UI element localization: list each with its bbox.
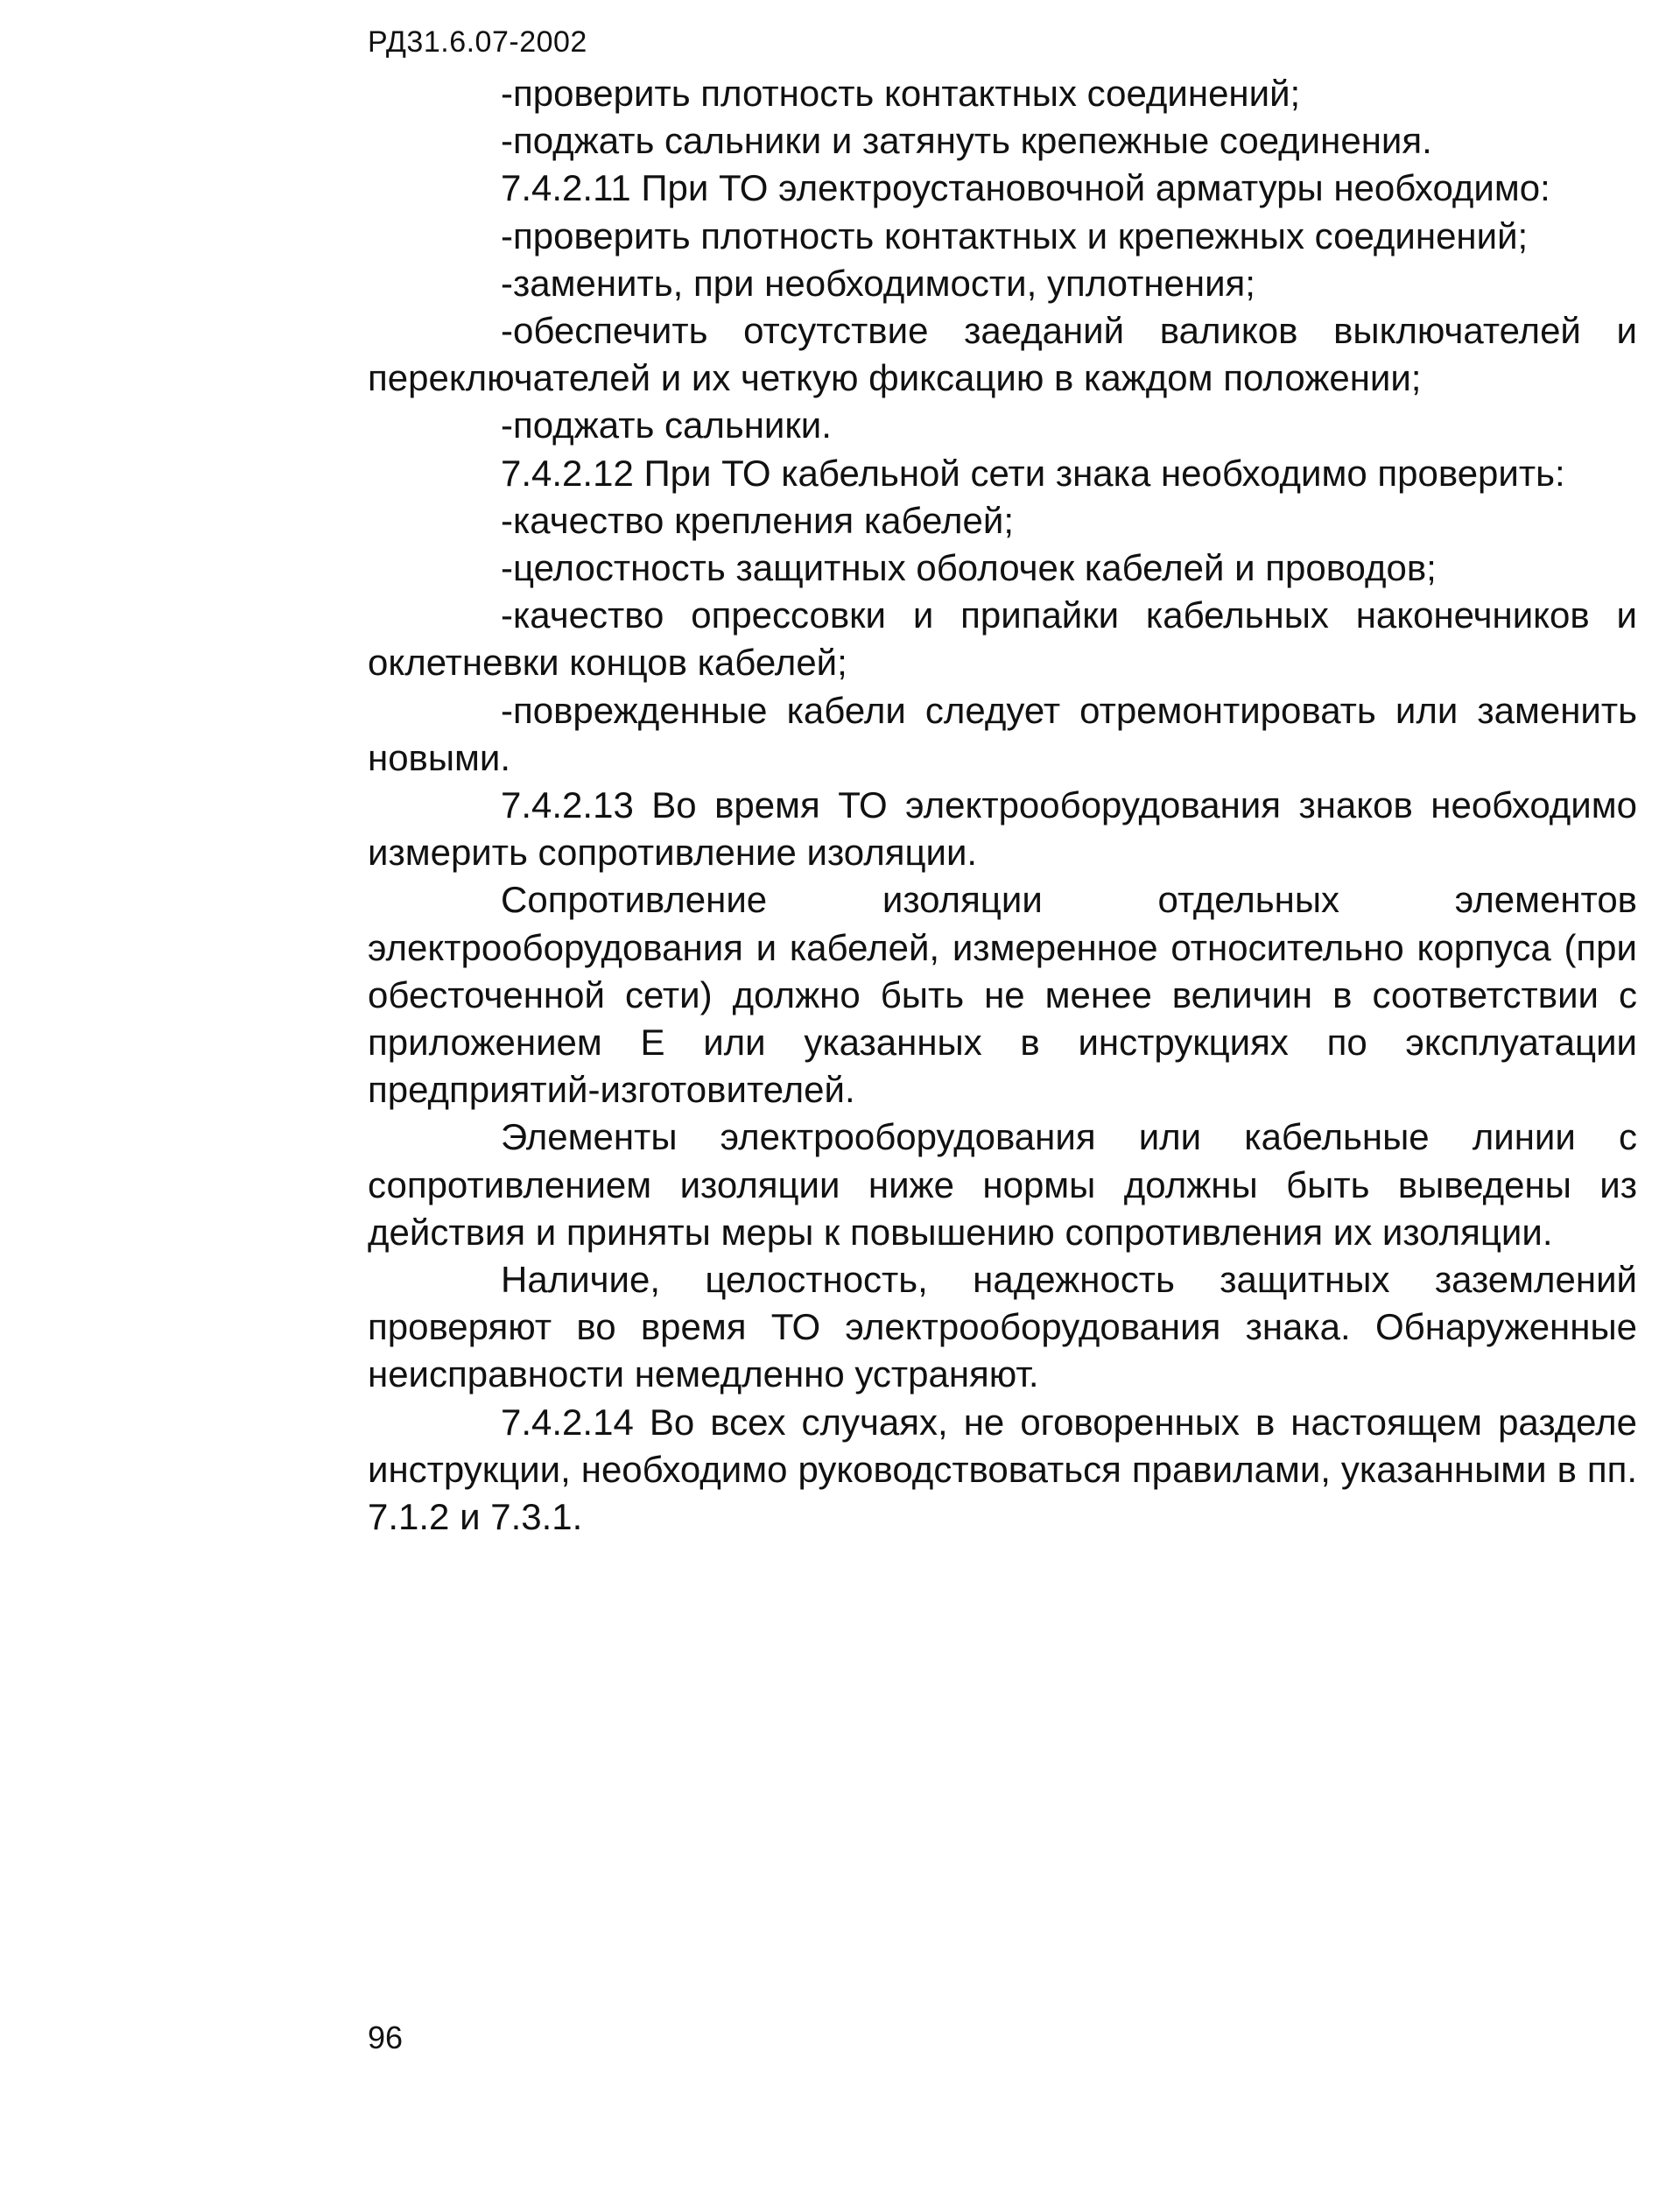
paragraph: -качество опрессовки и припайки кабельных наконечников и оклетневки концов кабелей; <box>368 594 1637 684</box>
paragraph: -целостность защитных оболочек кабелей и проводов; <box>501 547 1437 589</box>
paragraph: -поврежденные кабели следует отремонтировать или заменить новыми. <box>368 689 1637 778</box>
paragraph: Наличие, целостность, надежность защитных заземлений проверяют во время ТО электрооборудования знака. Обнаруженные неисправности немедленно устраняют. <box>368 1259 1637 1395</box>
paragraph: Элементы электрооборудования или кабельные линии с сопротивлением изоляции ниже нормы должны быть выведены из действия и приняты меры к повышению сопротивления их изоляции. <box>368 1116 1637 1253</box>
page-number: 96 <box>368 2020 404 2055</box>
body-text <box>368 70 1637 1541</box>
section-7-4-2-13: 7.4.2.13 Во время ТО электрооборудования знаков необходимо измерить сопротивление изоляции. <box>368 784 1637 874</box>
paragraph: -поджать сальники и затянуть крепежные соединения. <box>501 120 1432 162</box>
paragraph: -поджать сальники. <box>501 404 832 446</box>
paragraph: -обеспечить отсутствие заеданий валиков выключателей и переключателей и их четкую фиксацию в каждом положении; <box>368 310 1637 399</box>
section-7-4-2-14: 7.4.2.14 Во всех случаях, не оговоренных в настоящем разделе инструкции, необходимо руководствоваться правилами, указанными в пп. 7.1.2 и 7.3.1. <box>368 1401 1637 1538</box>
document-code: РД31.6.07-2002 <box>368 25 587 59</box>
section-7-4-2-12: 7.4.2.12 При ТО кабельной сети знака необходимо проверить: <box>501 452 1565 494</box>
paragraph: -качество крепления кабелей; <box>501 499 1015 541</box>
paragraph: -проверить плотность контактных соединений; <box>501 73 1301 114</box>
paragraph: Сопротивление изоляции отдельных элементов электрооборудования и кабелей, измеренное относительно корпуса (при обесточенной сети) должно быть не менее величин в соответствии с приложением Е или указанных в инструкциях по эксплуатации предприятий-изготовителей. <box>368 879 1637 1111</box>
section-7-4-2-11: 7.4.2.11 При ТО электроустановочной арматуры необходимо: <box>501 167 1550 209</box>
paragraph: -проверить плотность контактных и крепежных соединений; <box>501 214 1529 256</box>
paragraph: -заменить, при необходимости, уплотнения; <box>501 262 1255 304</box>
